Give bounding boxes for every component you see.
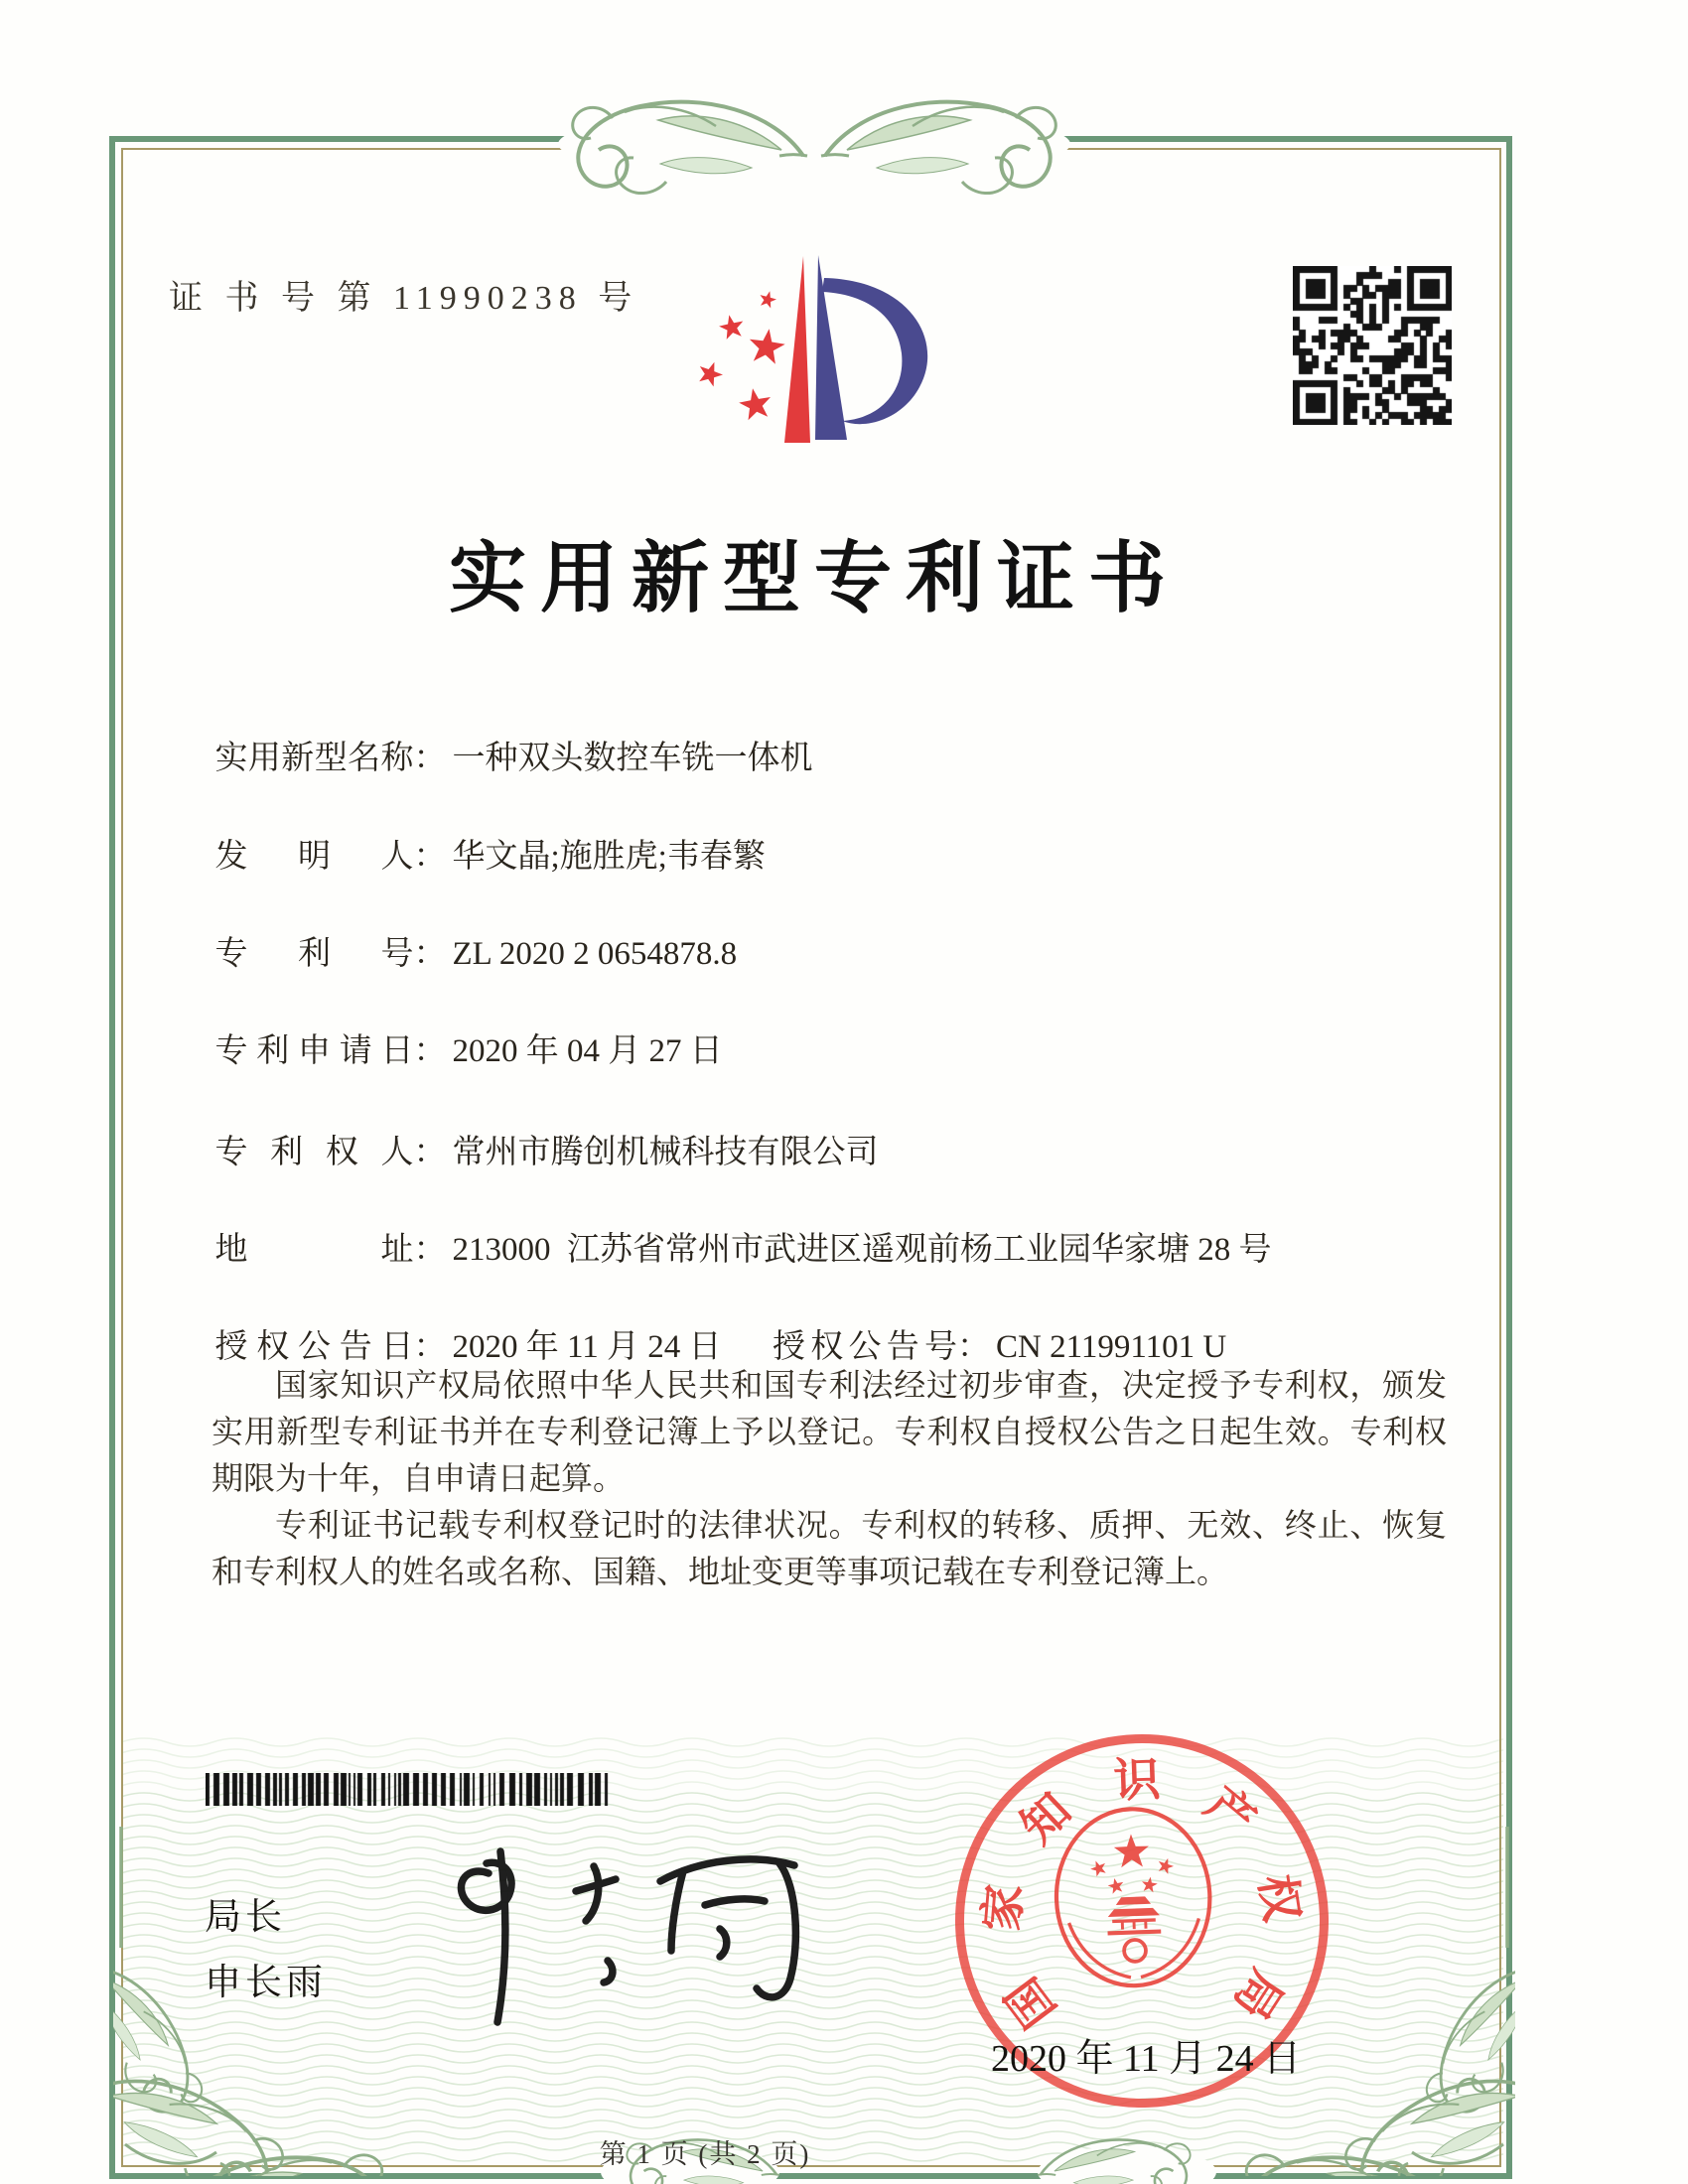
page-title: 实用新型专利证书 (448, 535, 1180, 621)
field-value: 2020 年 04 月 27 日 (452, 1033, 723, 1069)
field-label: 实用新型名称 (214, 741, 414, 776)
page-footer: 第 1 页 (共 2 页) (599, 2139, 811, 2169)
field-value: 常州市腾创机械科技有限公司 (452, 1135, 879, 1170)
field-utility-model-name (199, 695, 813, 778)
national-emblem-icon (1047, 1801, 1220, 2003)
field-label: 发明人 (214, 839, 414, 875)
field-patent-number (199, 890, 737, 974)
field-value: CN 211991101 U (996, 1329, 1227, 1365)
seal-ring-char: 识 (1112, 1754, 1162, 1808)
field-value: 华文晶;施胜虎;韦春繁 (452, 839, 766, 875)
field-label: 专利权人 (214, 1135, 414, 1170)
signer-title: 局长 (205, 1897, 286, 1938)
field-value: 213000 江苏省常州市武进区遥观前杨工业园华家塘 28 号 (452, 1232, 1272, 1268)
field-value: ZL 2020 2 0654878.8 (452, 936, 738, 972)
seal-ring-char: 权 (1249, 1870, 1308, 1926)
field-label: 专利申请日 (214, 1033, 414, 1069)
field-label: 授权公告号 (773, 1329, 957, 1365)
colon: ： (413, 1329, 447, 1365)
field-label: 专利号 (214, 936, 414, 972)
colon: ： (413, 839, 447, 875)
seal-ring-char: 国 (997, 1968, 1066, 2037)
field-address (199, 1186, 1272, 1270)
field-patentee (199, 1089, 879, 1172)
top-center-flourish (531, 84, 1097, 202)
seal-ring-char: 产 (1195, 1777, 1265, 1848)
colon: ： (413, 741, 447, 776)
colon: ： (413, 1232, 447, 1268)
handwritten-signature (437, 1822, 814, 2030)
qr-code (1293, 266, 1452, 425)
certificate-number: 证 书 号 第 11990238 号 (169, 280, 639, 317)
field-label: 授权公告日 (214, 1329, 414, 1365)
seal-ring-char: 家 (976, 1882, 1033, 1934)
signer-name: 申长雨 (205, 1963, 327, 2003)
colon: ： (413, 936, 447, 972)
field-inventors (199, 793, 766, 877)
colon: ： (957, 1329, 990, 1365)
field-application-date (199, 988, 723, 1071)
seal-ring-char: 局 (1222, 1960, 1293, 2028)
field-value: 一种双头数控车铣一体机 (452, 741, 813, 776)
body-paragraph-2: 专利证书记载专利权登记时的法律状况。专利权的转移、质押、无效、终止、恢复和专利权人的姓名或名称、国籍、地址变更等事项记载在专利登记簿上。 (211, 1507, 1447, 1589)
seal-ring-char: 知 (1012, 1784, 1081, 1854)
colon: ： (413, 1135, 447, 1170)
body-paragraph-1: 国家知识产权局依照中华人民共和国专利法经过初步审查，决定授予专利权，颁发实用新型专利证书并在专利登记簿上予以登记。专利权自授权公告之日起生效。专利权期限为十年，自申请日起算。 (211, 1367, 1447, 1496)
field-label: 地址 (214, 1232, 414, 1268)
barcode (206, 1773, 609, 1806)
seal-date: 2020 年 11 月 24 日 (991, 2038, 1302, 2080)
cnipa-patent-logo-icon (685, 248, 948, 452)
field-value: 2020 年 11 月 24 日 (452, 1329, 722, 1365)
colon: ： (413, 1033, 447, 1069)
legal-body-text (211, 1362, 1447, 1595)
